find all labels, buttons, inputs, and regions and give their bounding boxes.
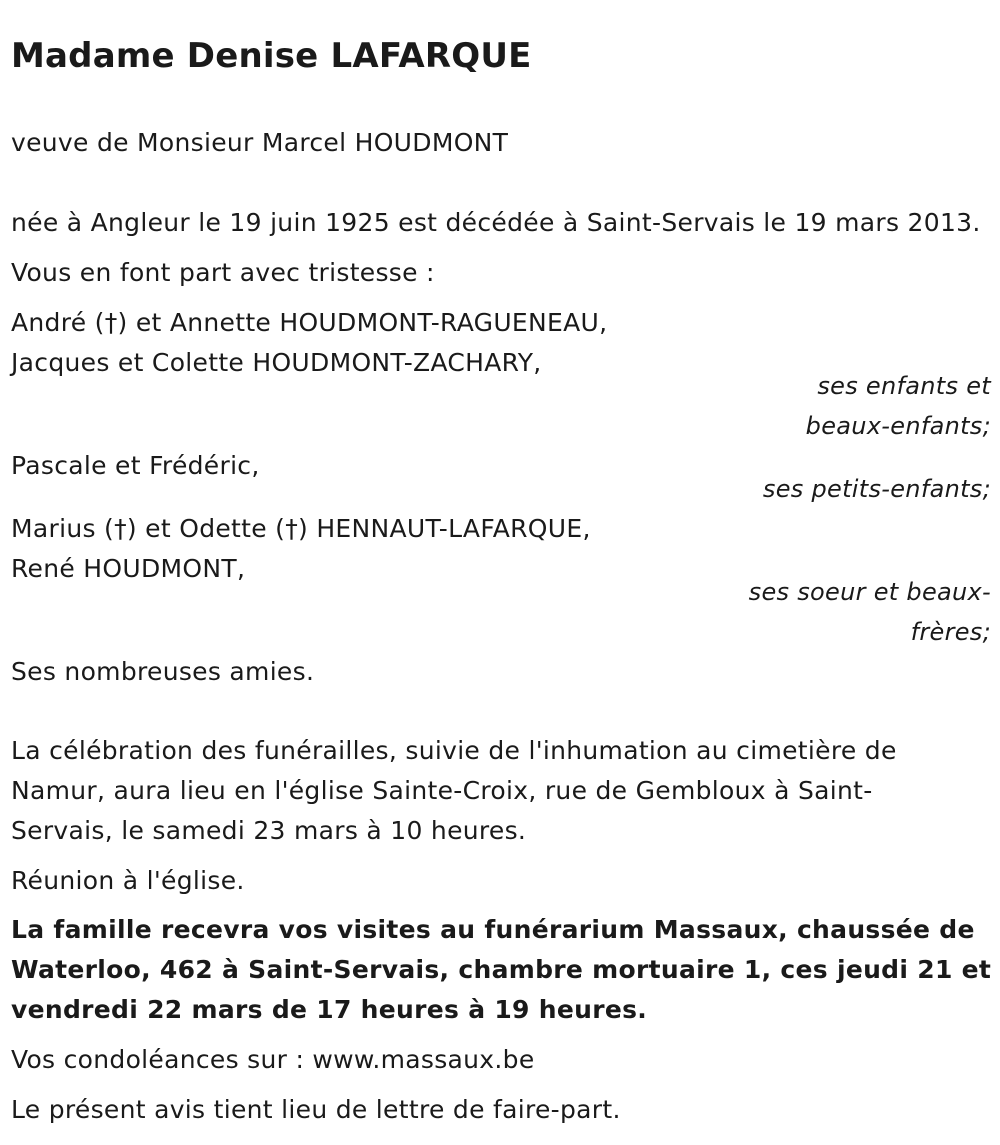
meeting-line: Réunion à l'église. <box>11 866 245 895</box>
visits-line-2: Waterloo, 462 à Saint-Servais, chambre mortuaire 1, ces jeudi 21 et <box>11 955 992 984</box>
children-role-1: ses enfants et <box>817 372 991 400</box>
visits-line-1: La famille recevra vos visites au funérarium Massaux, chaussée de <box>11 915 975 944</box>
grandchildren-line: Pascale et Frédéric, <box>11 451 260 480</box>
visits-line-3: vendredi 22 mars de 17 heures à 19 heures. <box>11 995 648 1024</box>
children-role-2: beaux-enfants; <box>805 412 991 440</box>
children-line-2: Jacques et Colette HOUDMONT-ZACHARY, <box>11 348 542 377</box>
ceremony-line-3: Servais, le samedi 23 mars à 10 heures. <box>11 816 527 845</box>
announce-line: Vous en font part avec tristesse : <box>11 258 435 287</box>
grandchildren-role: ses petits-enfants; <box>762 475 991 503</box>
notice-title: Madame Denise LAFARQUE <box>11 36 532 76</box>
birth-death-line: née à Angleur le 19 juin 1925 est décédée à Saint-Servais le 19 mars 2013. <box>11 208 981 237</box>
siblings-line-1: Marius (†) et Odette (†) HENNAUT-LAFARQUE, <box>11 514 591 543</box>
condolences-line: Vos condoléances sur : www.massaux.be <box>11 1045 535 1074</box>
closing-line: Le présent avis tient lieu de lettre de faire-part. <box>11 1095 621 1124</box>
siblings-role-1: ses soeur et beaux- <box>748 578 991 606</box>
ceremony-line-2: Namur, aura lieu en l'église Sainte-Croix, rue de Gembloux à Saint- <box>11 776 873 805</box>
siblings-role-2: frères; <box>910 618 991 646</box>
widow-line: veuve de Monsieur Marcel HOUDMONT <box>11 128 509 157</box>
friends-line: Ses nombreuses amies. <box>11 657 315 686</box>
children-line-1: André (†) et Annette HOUDMONT-RAGUENEAU, <box>11 308 608 337</box>
siblings-line-2: René HOUDMONT, <box>11 554 246 583</box>
ceremony-line-1: La célébration des funérailles, suivie de l'inhumation au cimetière de <box>11 736 897 765</box>
